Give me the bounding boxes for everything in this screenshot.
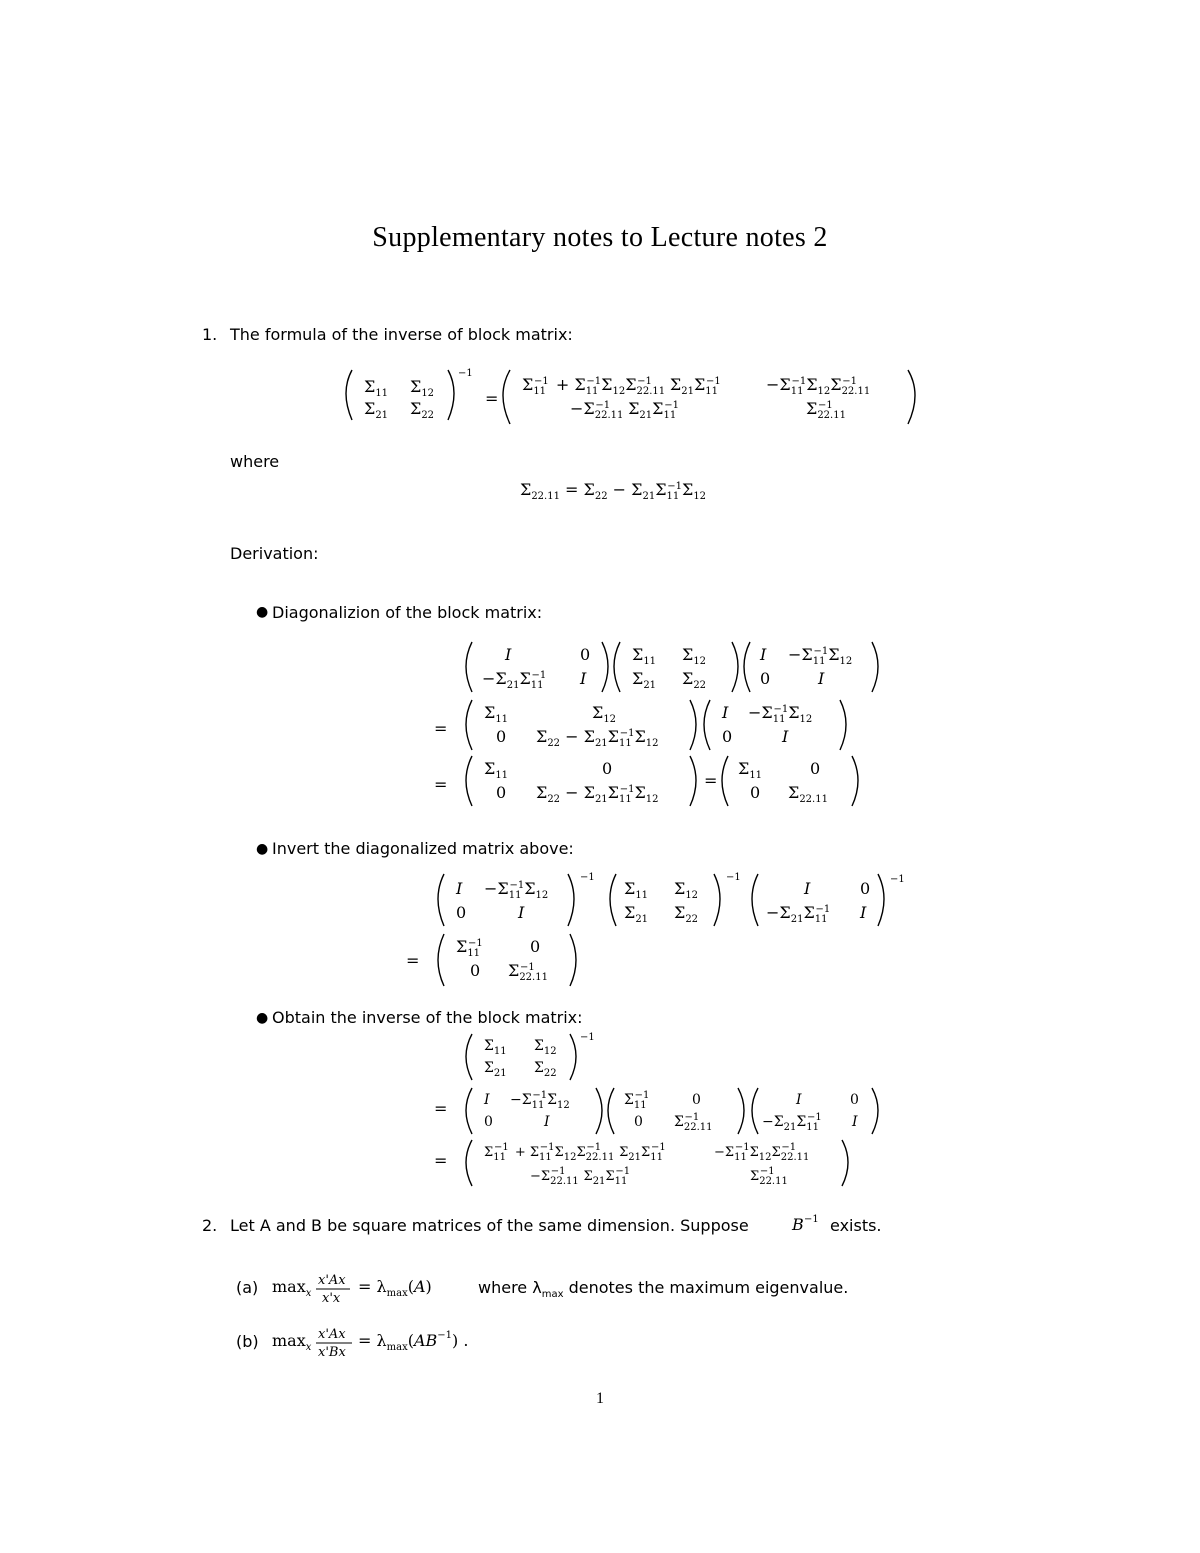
svg-text:= λmax(A): = $\lambda_{max}(A)$	[358, 1277, 432, 1299]
bullet-obtain-inverse: Obtain the inverse of the block matrix:	[272, 1008, 583, 1027]
svg-text:Σ11: $\Sigma_{11}$	[738, 759, 763, 781]
svg-text:−1: −1	[726, 872, 741, 883]
svg-text:Σ11−1: $\Sigma_{11}-1$	[624, 1090, 650, 1111]
svg-text:I: I	[818, 669, 825, 688]
section-1-number: 1.	[202, 325, 218, 344]
section-1-heading: The formula of the inverse of block matrix:	[230, 325, 573, 344]
svg-text:= λmax(AB−1) .: = $\lambda_{max}(AB^{-1})$ .	[358, 1330, 469, 1353]
svg-text:=: =	[485, 389, 499, 408]
svg-text:Σ12: $\Sigma_{12}$	[674, 879, 699, 901]
svg-text:0: 0	[496, 783, 507, 802]
svg-text:=: =	[434, 775, 448, 794]
page-number: 1	[596, 1390, 604, 1407]
svg-text:−Σ21Σ11−1: $-\Sigma_{21}\Sigma_{11}-1$	[762, 1112, 822, 1133]
svg-text:Σ12: $\Sigma_{12}$	[534, 1038, 557, 1057]
svg-text:I: I	[860, 903, 867, 922]
svg-text:−1: −1	[804, 1214, 819, 1225]
svg-text:Σ22.11−1: $\Sigma_{22.11}-1$	[674, 1112, 713, 1133]
svg-text:B: B	[792, 1215, 804, 1234]
svg-text:=: =	[434, 719, 448, 738]
derivation-label: Derivation:	[230, 544, 319, 563]
svg-text:Σ11: $\Sigma_{11}$	[484, 1038, 507, 1057]
svg-text:−Σ11−1Σ12Σ22.11−1: $-\Sigma_{11}-1\Sigma_{12}\Sigma_{22.11}-1$	[714, 1142, 810, 1163]
svg-text:I: I	[722, 703, 729, 722]
svg-text:0: 0	[530, 937, 541, 956]
svg-text:Σ11: $\Sigma_{11}$	[484, 759, 509, 781]
svg-text:Σ22.11: $\Sigma_{22.11}$	[788, 783, 828, 805]
svg-text:Σ11−1 + Σ11−1Σ12Σ22.11−1Σ21Σ11: $\Sigma_{11}-1 + \Sigma_{11}-1\Sigma_{12}\Sigma_{22.11}-1$ $\Sigma_{21}\Sigma_{11}-1$	[522, 375, 721, 397]
svg-text:Σ21: $\Sigma_{21}$	[364, 399, 389, 421]
section-2-number: 2.	[202, 1216, 218, 1235]
svg-text:0: 0	[484, 1114, 493, 1130]
svg-text:0: 0	[810, 759, 821, 778]
bullet-icon: ●	[256, 841, 269, 857]
svg-text:I: I	[580, 669, 587, 688]
svg-text:Σ22: $\Sigma_{22}$	[674, 903, 699, 925]
svg-text:0: 0	[722, 727, 733, 746]
obtain-inverse-equations	[420, 1030, 900, 1190]
svg-text:maxx: $\max_x$	[272, 1277, 312, 1299]
svg-text:Σ12: $\Sigma_{12}$	[592, 703, 617, 725]
svg-text:0: 0	[692, 1092, 701, 1108]
svg-text:0: 0	[580, 645, 591, 664]
svg-text:Σ22.11−1: $\Sigma_{22.11}-1$	[750, 1166, 788, 1187]
svg-text:=: =	[406, 951, 420, 970]
svg-text:I: I	[760, 645, 767, 664]
block-inverse-formula	[330, 362, 930, 432]
bullet-diagonalization: Diagonalizion of the block matrix:	[272, 603, 543, 622]
svg-text:Σ22: $\Sigma_{22}$	[682, 669, 707, 691]
svg-text:x'x: x'x	[322, 1291, 341, 1306]
svg-text:I: I	[796, 1092, 802, 1108]
svg-text:−Σ21Σ11−1: $-\Sigma_{21}\Sigma_{11}-1$	[766, 903, 831, 925]
svg-text:I: I	[484, 1092, 490, 1108]
svg-text:0: 0	[750, 783, 761, 802]
svg-text:−Σ11−1Σ12Σ22.11−1: $-\Sigma_{11}-1\Sigma_{12}\Sigma_{22.11}-1$	[766, 375, 871, 397]
svg-text:−1: −1	[890, 874, 905, 885]
svg-text:=: =	[704, 771, 718, 790]
svg-text:=: =	[434, 1151, 448, 1170]
svg-text:Σ12: $\Sigma_{12}$	[410, 377, 435, 399]
rayleigh-quotient-b	[270, 1320, 530, 1360]
svg-text:I: I	[804, 879, 811, 898]
svg-text:Σ11−1 + Σ11−1Σ12Σ22.11−1Σ21Σ11: $\Sigma_{11}-1 + \Sigma_{11}-1\Sigma_{12}\Sigma_{22.11}-1$ $\Sigma_{21}\Sigma_{11}-1$	[484, 1142, 666, 1163]
section-2-intro-post: exists.	[830, 1216, 882, 1235]
bullet-icon: ●	[256, 1010, 269, 1026]
svg-text:0: 0	[634, 1114, 643, 1130]
svg-text:−1: −1	[580, 872, 595, 883]
item-a-label: (a)	[236, 1278, 259, 1297]
svg-text:Σ22 − Σ21Σ11−1Σ12: $\Sigma_{22} - \Sigma_{21}\Sigma_{11}-1\Sigma_{12}$	[536, 783, 659, 805]
svg-text:−Σ22.11−1Σ21Σ11−1: $-\Sigma_{22.11}-1$ $\Sigma_{21}\Sigma_{11}-1$	[570, 399, 679, 421]
svg-text:Σ22.11−1: $\Sigma_{22.11}-1$	[508, 961, 548, 983]
svg-text:Σ22: $\Sigma_{22}$	[410, 399, 435, 421]
svg-text:−1: −1	[458, 368, 473, 379]
b-inverse-symbol	[790, 1212, 830, 1236]
item-b-label: (b)	[236, 1332, 259, 1351]
svg-text:I: I	[782, 727, 789, 746]
svg-text:0: 0	[860, 879, 871, 898]
svg-text:maxx: $\max_x$	[272, 1331, 312, 1353]
svg-text:−Σ11−1Σ12: $-\Sigma_{11}-1\Sigma_{12}$	[484, 879, 549, 901]
invert-diagonalized-equations	[400, 870, 920, 990]
svg-text:x'Ax: x'Ax	[318, 1327, 346, 1342]
section-2-intro-pre: Let A and B be square matrices of the same dimension. Suppose	[230, 1216, 749, 1235]
svg-text:Σ11: $\Sigma_{11}$	[632, 645, 657, 667]
svg-text:0: 0	[496, 727, 507, 746]
svg-text:−Σ11−1Σ12: $-\Sigma_{11}-1\Sigma_{12}$	[748, 703, 813, 725]
bullet-invert: Invert the diagonalized matrix above:	[272, 839, 574, 858]
svg-text:I: I	[544, 1114, 550, 1130]
diagonalization-equations	[420, 638, 900, 813]
svg-text:0: 0	[470, 961, 481, 980]
svg-text:0: 0	[850, 1092, 859, 1108]
svg-text:Σ11: $\Sigma_{11}$	[364, 377, 389, 399]
svg-text:−Σ22.11−1Σ21Σ11−1: $-\Sigma_{22.11}-1$ $\Sigma_{21}\Sigma_{11}-1$	[530, 1166, 631, 1187]
bullet-icon: ●	[256, 604, 269, 620]
where-label: where	[230, 452, 280, 471]
item-a-text: where $\lambda_{max}$ denotes the maximum eigenvalue.	[478, 1278, 849, 1301]
svg-text:Σ21: $\Sigma_{21}$	[624, 903, 649, 925]
svg-text:0: 0	[760, 669, 771, 688]
svg-text:Σ11: $\Sigma_{11}$	[484, 703, 509, 725]
svg-text:Σ22.11 = Σ22 − Σ21Σ11−1Σ12: $\Sigma_{22.11} = \Sigma_{22} - \Sigma_{21}\Sigma_{11}-1\Sigma_{12}$	[520, 480, 707, 502]
svg-text:Σ22.11−1: $\Sigma_{22.11}-1$	[806, 399, 846, 421]
svg-text:Σ11: $\Sigma_{11}$	[624, 879, 649, 901]
svg-text:Σ22 − Σ21Σ11−1Σ12: $\Sigma_{22} - \Sigma_{21}\Sigma_{11}-1\Sigma_{12}$	[536, 727, 659, 749]
schur-complement-formula	[520, 475, 760, 505]
svg-text:Σ12: $\Sigma_{12}$	[682, 645, 707, 667]
page-title: Supplementary notes to Lecture notes 2	[372, 222, 828, 253]
rayleigh-quotient-a	[270, 1266, 480, 1306]
svg-text:Σ21: $\Sigma_{21}$	[632, 669, 657, 691]
svg-text:I: I	[518, 903, 525, 922]
svg-text:I: I	[852, 1114, 858, 1130]
svg-text:x'Bx: x'Bx	[318, 1345, 346, 1360]
svg-text:−Σ21Σ11−1: $-\Sigma_{21}\Sigma_{11}-1$	[482, 669, 547, 691]
svg-text:Σ11−1: $\Sigma_{11}-1$	[456, 937, 483, 959]
svg-text:−Σ11−1Σ12: $-\Sigma_{11}-1\Sigma_{12}$	[510, 1090, 570, 1111]
svg-text:0: 0	[602, 759, 613, 778]
svg-text:Σ21: $\Sigma_{21}$	[484, 1060, 507, 1079]
svg-text:Σ22: $\Sigma_{22}$	[534, 1060, 557, 1079]
svg-text:0: 0	[456, 903, 467, 922]
svg-text:=: =	[434, 1099, 448, 1118]
svg-text:x'Ax: x'Ax	[318, 1273, 346, 1288]
svg-text:I: I	[456, 879, 463, 898]
svg-text:−Σ11−1Σ12: $-\Sigma_{11}-1\Sigma_{12}$	[788, 645, 853, 667]
svg-text:I: I	[505, 645, 512, 664]
svg-text:−1: −1	[580, 1032, 595, 1043]
